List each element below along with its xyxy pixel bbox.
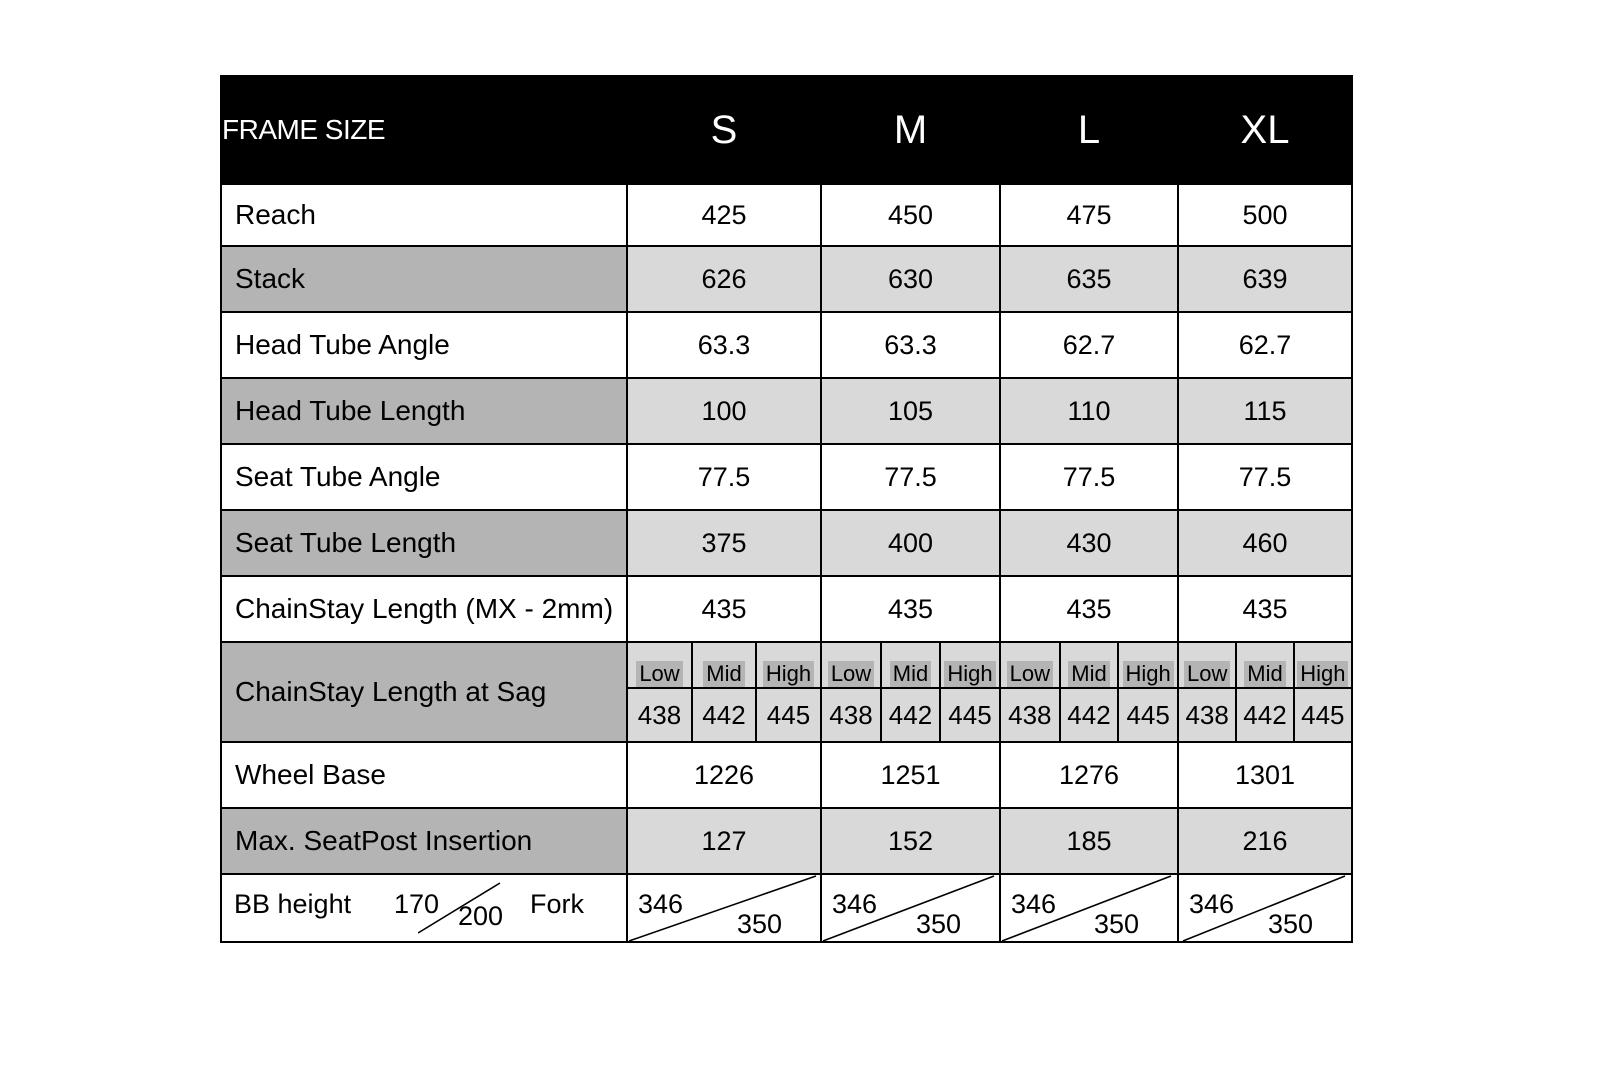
fork-travel-170: 170 xyxy=(394,889,440,919)
sag-value: 442 xyxy=(1236,688,1293,741)
bb-value-170: 346 xyxy=(832,889,878,919)
sag-value: 442 xyxy=(881,688,940,741)
sag-subtable xyxy=(1001,643,1177,741)
sag-value: 442 xyxy=(692,688,756,741)
row-chainstay-at-sag xyxy=(221,642,1352,742)
value-cell: 100 xyxy=(627,378,821,444)
value-cell: 115 xyxy=(1178,378,1352,444)
sag-value: 438 xyxy=(637,699,682,730)
row-head-tube-angle xyxy=(221,312,1352,378)
value-cell: 630 xyxy=(821,246,1000,312)
row-label: Max. SeatPost Insertion xyxy=(221,808,627,874)
sag-position-mid: Mid xyxy=(692,643,756,688)
value-cell: 435 xyxy=(627,576,821,642)
sag-position-mid: Mid xyxy=(1060,643,1119,688)
sag-position-high: High xyxy=(940,643,999,688)
value-cell: 475 xyxy=(1000,184,1178,246)
frame-geometry-table xyxy=(220,75,1353,943)
value-cell: 1251 xyxy=(821,742,1000,808)
value-cell: 62.7 xyxy=(1178,312,1352,378)
value-cell: 435 xyxy=(1000,576,1178,642)
bb-value-200: 350 xyxy=(736,909,782,939)
value-cell: 110 xyxy=(1000,378,1178,444)
sag-value: 445 xyxy=(940,688,999,741)
sag-value: 445 xyxy=(1118,688,1177,741)
value-cell: 77.5 xyxy=(627,444,821,510)
value-cell: 185 xyxy=(1000,808,1178,874)
bb-cell-m xyxy=(821,874,1000,942)
row-head-tube-length xyxy=(221,378,1352,444)
value-cell: 63.3 xyxy=(821,312,1000,378)
row-label: Seat Tube Angle xyxy=(221,444,627,510)
fork-label: Fork xyxy=(530,889,584,919)
sag-position-low: Low xyxy=(628,643,692,688)
sag-cell-s xyxy=(627,642,821,742)
size-xl-header: XL xyxy=(1178,76,1352,184)
sag-position-high: High xyxy=(1294,643,1351,688)
value-cell: 77.5 xyxy=(1178,444,1352,510)
row-label: Wheel Base xyxy=(221,742,627,808)
bb-value-200: 350 xyxy=(1093,909,1139,939)
row-chainstay-length xyxy=(221,576,1352,642)
sag-value: 438 xyxy=(1008,699,1052,730)
row-label: ChainStay Length at Sag xyxy=(221,642,627,742)
sag-value: 442 xyxy=(1060,688,1119,741)
sag-subtable xyxy=(628,643,820,741)
bb-value-200: 350 xyxy=(915,909,961,939)
row-stack xyxy=(221,246,1352,312)
value-cell: 500 xyxy=(1178,184,1352,246)
value-cell: 127 xyxy=(627,808,821,874)
value-cell: 400 xyxy=(821,510,1000,576)
value-cell: 216 xyxy=(1178,808,1352,874)
value-cell: 635 xyxy=(1000,246,1178,312)
sag-position-high: High xyxy=(756,643,820,688)
row-label: Head Tube Angle xyxy=(221,312,627,378)
sag-cell-m xyxy=(821,642,1000,742)
row-reach xyxy=(221,184,1352,246)
row-label: Seat Tube Length xyxy=(221,510,627,576)
row-seat-tube-angle xyxy=(221,444,1352,510)
value-cell: 105 xyxy=(821,378,1000,444)
bb-cell-xl xyxy=(1178,874,1352,942)
value-cell: 435 xyxy=(1178,576,1352,642)
value-cell: 460 xyxy=(1178,510,1352,576)
value-cell: 1226 xyxy=(627,742,821,808)
bb-value-170: 346 xyxy=(638,889,684,919)
row-label: Reach xyxy=(221,184,627,246)
sag-position-low: Low xyxy=(1001,643,1060,688)
sag-position-mid: Mid xyxy=(881,643,940,688)
header-row xyxy=(221,76,1352,184)
sag-value: 438 xyxy=(829,699,873,730)
value-cell: 425 xyxy=(627,184,821,246)
row-bb-height xyxy=(221,874,1352,942)
sag-value: 445 xyxy=(756,688,820,741)
row-wheel-base xyxy=(221,742,1352,808)
row-label: ChainStay Length (MX - 2mm) xyxy=(221,576,627,642)
value-cell: 626 xyxy=(627,246,821,312)
value-cell: 63.3 xyxy=(627,312,821,378)
row-label: Head Tube Length xyxy=(221,378,627,444)
value-cell: 1276 xyxy=(1000,742,1178,808)
bb-value-200: 350 xyxy=(1267,909,1313,939)
sag-value: 438 xyxy=(1185,699,1229,730)
sag-position-low: Low xyxy=(822,643,881,688)
row-label: Stack xyxy=(221,246,627,312)
sag-position-low: Low xyxy=(1179,643,1236,688)
value-cell: 152 xyxy=(821,808,1000,874)
bb-value-170: 346 xyxy=(1189,889,1235,919)
value-cell: 430 xyxy=(1000,510,1178,576)
value-cell: 450 xyxy=(821,184,1000,246)
row-seat-tube-length xyxy=(221,510,1352,576)
sag-cell-xl xyxy=(1178,642,1352,742)
value-cell: 1301 xyxy=(1178,742,1352,808)
value-cell: 435 xyxy=(821,576,1000,642)
header-frame-size: FRAME SIZE xyxy=(221,76,627,184)
value-cell: 77.5 xyxy=(821,444,1000,510)
sag-value: 445 xyxy=(1294,688,1351,741)
bb-height-label-cell xyxy=(221,874,627,942)
size-m-header: M xyxy=(821,76,1000,184)
fork-travel-200: 200 xyxy=(458,901,504,931)
sag-position-high: High xyxy=(1118,643,1177,688)
value-cell: 639 xyxy=(1178,246,1352,312)
value-cell: 62.7 xyxy=(1000,312,1178,378)
bb-height-label: BB height xyxy=(234,889,352,919)
size-l-header: L xyxy=(1000,76,1178,184)
value-cell: 77.5 xyxy=(1000,444,1178,510)
bb-cell-l xyxy=(1000,874,1178,942)
size-s-header: S xyxy=(627,76,821,184)
value-cell: 375 xyxy=(627,510,821,576)
sag-subtable xyxy=(822,643,999,741)
row-max-seatpost-insertion xyxy=(221,808,1352,874)
sag-cell-l xyxy=(1000,642,1178,742)
bb-value-170: 346 xyxy=(1011,889,1057,919)
bb-cell-s xyxy=(627,874,821,942)
sag-position-mid: Mid xyxy=(1236,643,1293,688)
sag-subtable xyxy=(1179,643,1351,741)
